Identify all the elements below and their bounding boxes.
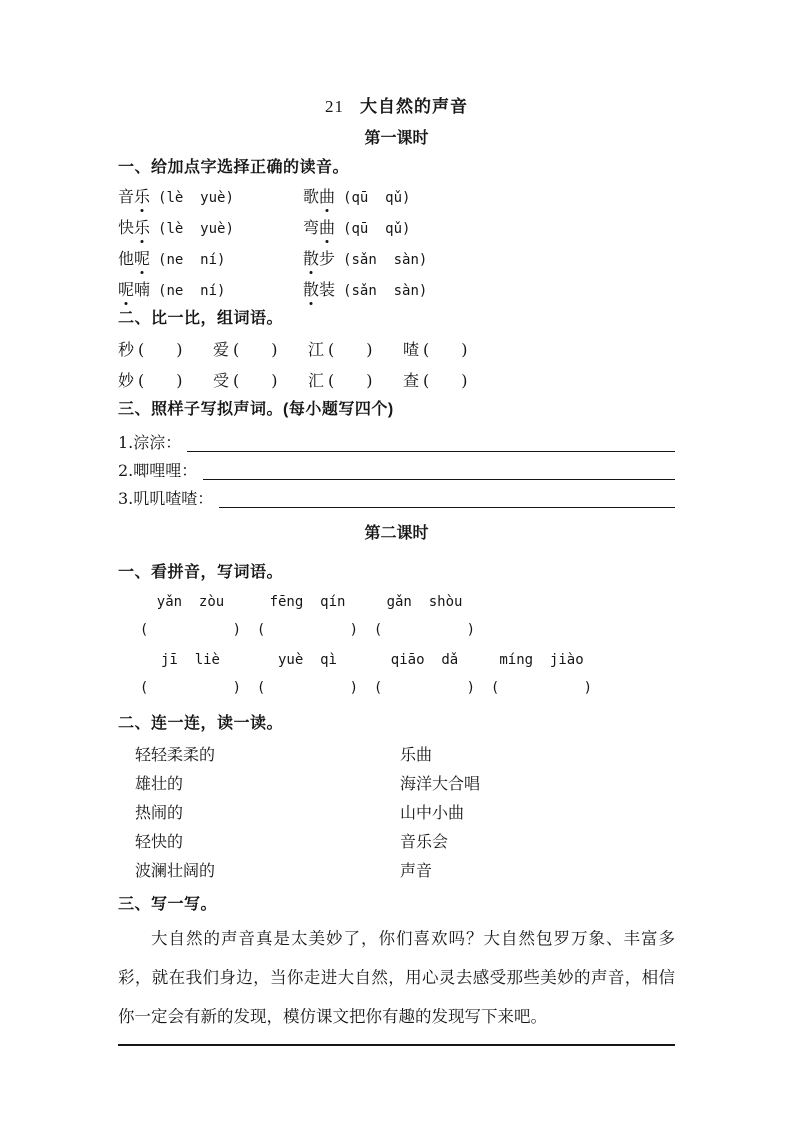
- pinyin-options: (ne ní): [158, 252, 226, 268]
- answer-blank: ( ): [256, 680, 359, 696]
- compare-char: 汇: [308, 371, 325, 390]
- matching-grid: [118, 744, 675, 881]
- pinyin-options: (ne ní): [158, 283, 226, 299]
- word: 快乐: [118, 218, 151, 237]
- compare-cell: [213, 339, 308, 361]
- page-title: [118, 95, 675, 119]
- pinyin-options: (qū qǔ): [343, 221, 411, 237]
- match-right-item: 声音: [400, 861, 433, 880]
- fill-line: [118, 483, 675, 511]
- compare-char: 秒: [118, 340, 135, 359]
- writing-paragraph: 大自然的声音真是太美妙了，你们喜欢吗？大自然包罗万象、丰富多彩，就在我们身边，当你走进大自然，用心灵去感受那些美妙的声音，相信你一定会有新的发现，模仿课文把你有趣的发现写下来吧。: [118, 929, 675, 1026]
- pinyin-options: (sǎn sàn): [343, 252, 428, 268]
- pinyin-text: gǎn shòu: [386, 594, 463, 610]
- match-left-item: 雄壮的: [135, 774, 184, 793]
- compare-blank: ( ): [233, 371, 278, 390]
- compare-blank: ( ): [423, 371, 468, 390]
- pinyin-group: [483, 651, 600, 697]
- pinyin-text: fēng qín: [269, 594, 346, 610]
- reading-item: [303, 186, 675, 208]
- compare-blank: ( ): [233, 340, 278, 359]
- reading-item: [118, 248, 303, 270]
- pinyin-options: (lè yuè): [158, 190, 234, 206]
- reading-grid: [118, 186, 675, 301]
- compare-char: 爱: [213, 340, 230, 359]
- dotted-char: 散: [303, 280, 320, 299]
- match-left-item: 轻快的: [135, 832, 184, 851]
- word: 散装: [303, 280, 336, 299]
- reading-item: [118, 279, 303, 301]
- compare-char: 妙: [118, 371, 135, 390]
- pinyin-row: [132, 651, 675, 697]
- write-line: [219, 507, 675, 508]
- compare-blank: ( ): [328, 371, 373, 390]
- answer-blank: ( ): [373, 680, 476, 696]
- pinyin-group: [249, 593, 366, 639]
- match-right-item: 海洋大合唱: [400, 774, 481, 793]
- section-heading-pinyin-write: 一、看拼音，写词语。: [118, 564, 284, 581]
- pinyin-group: [132, 593, 249, 639]
- pinyin-text: míng jiào: [499, 652, 584, 668]
- lesson2-heading: 第二课时: [364, 525, 429, 542]
- fill-line: [118, 427, 675, 455]
- fill-line-label: 1.淙淙：: [118, 433, 182, 452]
- section-heading-writing: 三、写一写。: [118, 896, 218, 913]
- match-left-item: 轻轻柔柔的: [135, 745, 216, 764]
- write-line: [187, 451, 675, 452]
- word: 散步: [303, 249, 336, 268]
- pinyin-group: [249, 651, 366, 697]
- match-left-item: 波澜壮阔的: [135, 861, 216, 880]
- fill-line-label: 2.唧哩哩：: [118, 461, 198, 480]
- reading-item: [303, 279, 675, 301]
- lesson1-heading: 第一课时: [364, 130, 429, 147]
- pinyin-text: yǎn zòu: [156, 594, 225, 610]
- onomatopoeia-list: [118, 427, 675, 511]
- answer-blank: ( ): [139, 680, 242, 696]
- word: 呢喃: [118, 280, 151, 299]
- dotted-char: 曲: [319, 218, 336, 237]
- match-left-item: 热闹的: [135, 803, 184, 822]
- compare-cell: [403, 370, 498, 392]
- compare-char: 喳: [403, 340, 420, 359]
- lesson-title: 大自然的声音: [360, 97, 468, 116]
- word: 弯曲: [303, 218, 336, 237]
- lesson-number: 21: [325, 97, 344, 116]
- section-heading-onomatopoeia: 三、照样子写拟声词。(每小题写四个): [118, 401, 394, 418]
- compare-grid: [118, 339, 675, 392]
- compare-cell: [213, 370, 308, 392]
- reading-item: [118, 217, 303, 239]
- pinyin-group: [366, 593, 483, 639]
- compare-blank: ( ): [138, 340, 183, 359]
- compare-cell: [118, 370, 213, 392]
- pinyin-options: (qū qǔ): [343, 190, 411, 206]
- pinyin-text: jī liè: [160, 652, 220, 668]
- compare-char: 查: [403, 371, 420, 390]
- word: 音乐: [118, 187, 151, 206]
- pinyin-group: [132, 651, 249, 697]
- match-right-item: 山中小曲: [400, 803, 465, 822]
- reading-item: [118, 186, 303, 208]
- pinyin-options: (lè yuè): [158, 221, 234, 237]
- section-heading-reading: 一、给加点字选择正确的读音。: [118, 159, 350, 176]
- section-heading-matching: 二、连一连，读一读。: [118, 715, 284, 732]
- bottom-divider: [118, 1044, 675, 1046]
- match-right-item: 音乐会: [400, 832, 449, 851]
- section-heading-compare: 二、比一比，组词语。: [118, 310, 284, 327]
- reading-item: [303, 248, 675, 270]
- fill-line: [118, 455, 675, 483]
- answer-blank: ( ): [373, 622, 476, 638]
- dotted-char: 呢: [118, 280, 135, 299]
- pinyin-text: yuè qì: [277, 652, 337, 668]
- pinyin-group: [366, 651, 483, 697]
- reading-item: [303, 217, 675, 239]
- compare-blank: ( ): [138, 371, 183, 390]
- match-right-item: 乐曲: [400, 745, 433, 764]
- compare-char: 受: [213, 371, 230, 390]
- write-line: [203, 479, 675, 480]
- compare-cell: [308, 339, 403, 361]
- compare-cell: [118, 339, 213, 361]
- pinyin-options: (sǎn sàn): [343, 283, 428, 299]
- pinyin-row: [132, 593, 675, 639]
- dotted-char: 散: [303, 249, 320, 268]
- fill-line-label: 3.叽叽喳喳：: [118, 489, 214, 508]
- compare-blank: ( ): [328, 340, 373, 359]
- compare-cell: [308, 370, 403, 392]
- dotted-char: 乐: [134, 187, 151, 206]
- pinyin-write-block: [118, 593, 675, 697]
- dotted-char: 乐: [134, 218, 151, 237]
- dotted-char: 呢: [134, 249, 151, 268]
- answer-blank: ( ): [139, 622, 242, 638]
- compare-cell: [403, 339, 498, 361]
- compare-blank: ( ): [423, 340, 468, 359]
- dotted-char: 曲: [319, 187, 336, 206]
- compare-char: 江: [308, 340, 325, 359]
- word: 他呢: [118, 249, 151, 268]
- answer-blank: ( ): [490, 680, 593, 696]
- word: 歌曲: [303, 187, 336, 206]
- pinyin-text: qiāo dǎ: [390, 652, 459, 668]
- answer-blank: ( ): [256, 622, 359, 638]
